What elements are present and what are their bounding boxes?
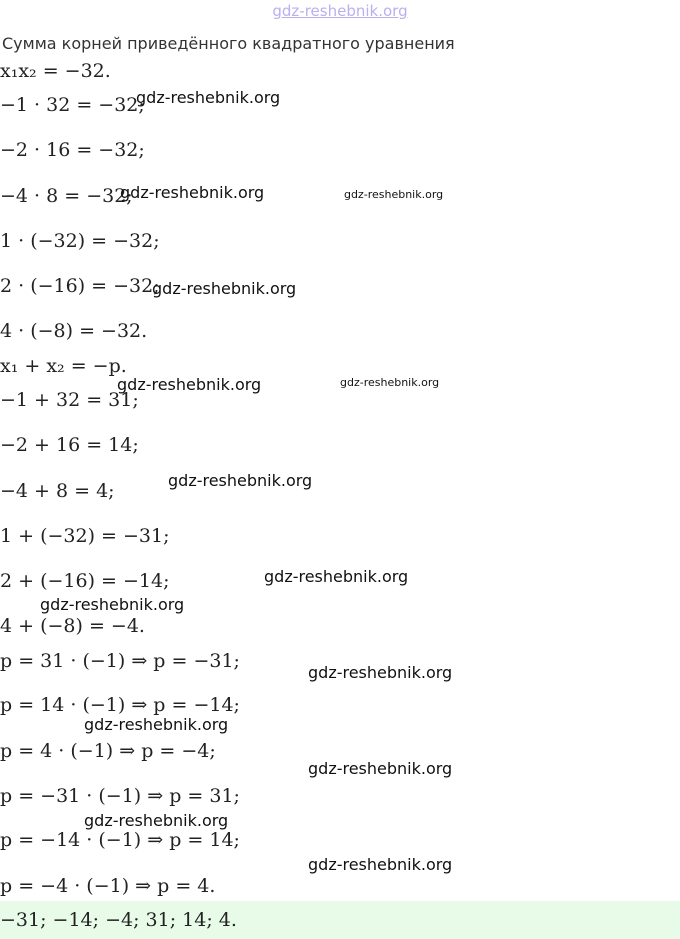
- equation-line: 1 + (−32) = −31;: [0, 525, 170, 547]
- watermark: gdz-reshebnik.org: [40, 595, 185, 614]
- equation-line: −1 · 32 = −32;: [0, 94, 145, 116]
- intro-text: Сумма корней приведённого квадратного уравнения: [2, 34, 455, 53]
- equation-line: −4 + 8 = 4;: [0, 480, 115, 502]
- watermark-top: gdz-reshebnik.org: [272, 2, 408, 20]
- equation-line: 4 + (−8) = −4.: [0, 615, 145, 637]
- watermark: gdz-reshebnik.org: [308, 855, 453, 874]
- equation-line: p = −14 · (−1) ⇒ p = 14;: [0, 829, 240, 851]
- equation-line: p = 14 · (−1) ⇒ p = −14;: [0, 694, 240, 716]
- watermark: gdz-reshebnik.org: [340, 376, 440, 389]
- equation-line: −1 + 32 = 31;: [0, 389, 139, 411]
- answer-text: −31; −14; −4; 31; 14; 4.: [0, 909, 237, 931]
- watermark: gdz-reshebnik.org: [344, 188, 444, 201]
- answer-box: [0, 901, 680, 939]
- equation-line: 1 · (−32) = −32;: [0, 230, 160, 252]
- equation-line: p = 31 · (−1) ⇒ p = −31;: [0, 650, 240, 672]
- watermark: gdz-reshebnik.org: [308, 759, 453, 778]
- equation-line: 4 · (−8) = −32.: [0, 320, 148, 342]
- watermark: gdz-reshebnik.org: [264, 567, 409, 586]
- equation-line: −2 + 16 = 14;: [0, 434, 139, 456]
- watermark: gdz-reshebnik.org: [308, 663, 453, 682]
- watermark: gdz-reshebnik.org: [136, 88, 281, 107]
- watermark: gdz-reshebnik.org: [168, 471, 313, 490]
- equation-line: −2 · 16 = −32;: [0, 139, 145, 161]
- equation-line: p = −31 · (−1) ⇒ p = 31;: [0, 785, 240, 807]
- equation-line: x₁ + x₂ = −p.: [0, 355, 127, 377]
- equation-line: 2 · (−16) = −32;: [0, 275, 160, 297]
- equation-line: p = 4 · (−1) ⇒ p = −4;: [0, 740, 216, 762]
- equation-line: p = −4 · (−1) ⇒ p = 4.: [0, 875, 216, 897]
- equation-line: x₁x₂ = −32.: [0, 60, 111, 82]
- watermark: gdz-reshebnik.org: [117, 375, 262, 394]
- equation-line: 2 + (−16) = −14;: [0, 570, 170, 592]
- watermark: gdz-reshebnik.org: [120, 183, 265, 202]
- watermark: gdz-reshebnik.org: [152, 279, 297, 298]
- watermark: gdz-reshebnik.org: [84, 715, 229, 734]
- watermark: gdz-reshebnik.org: [84, 811, 229, 830]
- equation-line: −4 · 8 = −32;: [0, 185, 133, 207]
